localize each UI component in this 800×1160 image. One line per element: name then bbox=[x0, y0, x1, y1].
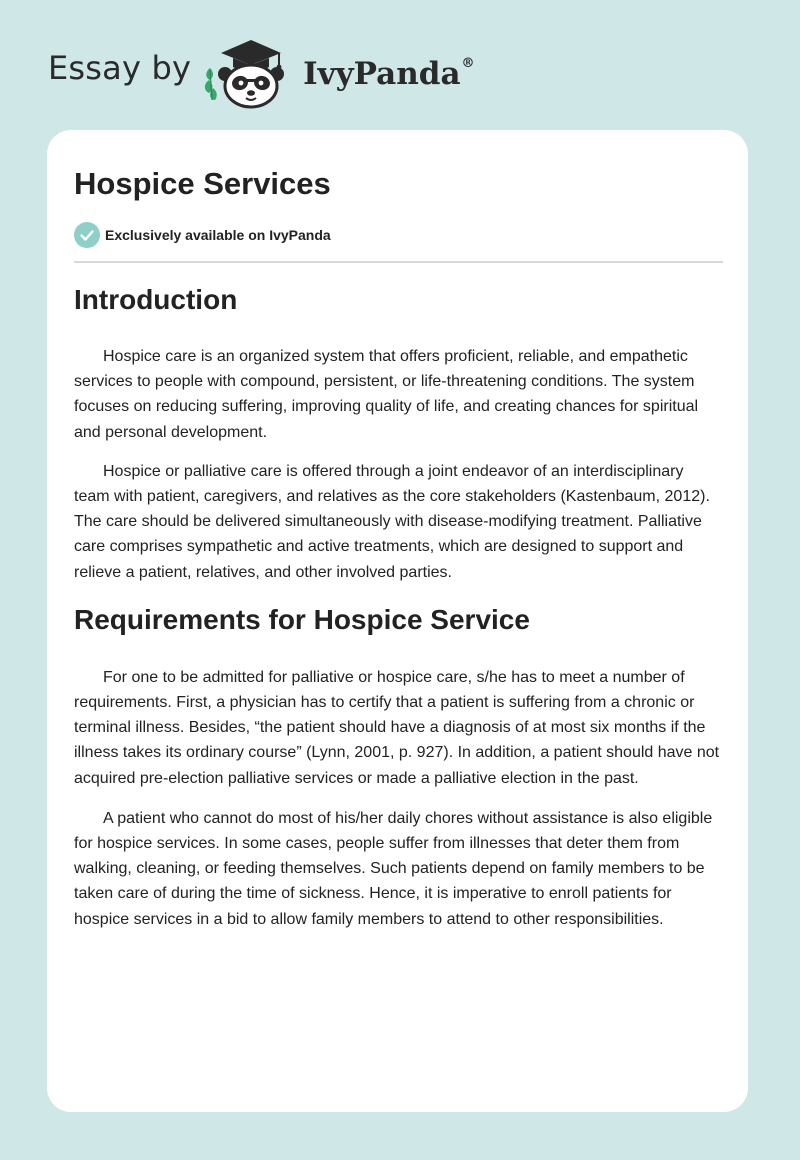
panda-graduate-logo[interactable] bbox=[201, 34, 301, 110]
registered-mark: ® bbox=[461, 55, 475, 71]
essay-content bbox=[74, 282, 723, 932]
brand-name[interactable]: IvyPanda® bbox=[303, 55, 475, 92]
availability-badge bbox=[74, 222, 331, 248]
availability-text: Exclusively available on IvyPanda bbox=[105, 227, 331, 243]
essay-by-label: Essay by bbox=[48, 49, 192, 87]
check-circle-icon bbox=[74, 222, 100, 248]
paragraph: For one to be admitted for palliative or hospice care, s/he has to meet a number of requirements. First, a physician has to certify that a patient is suffering from a chronic or terminal illness. Besides, “the patient should have a diagnosis of at most six months if the illness takes its ordinary course” (Lynn, 2001, p. 927). In addition, a patient should have not acquired pre-election palliative services or made a palliative election in the past. bbox=[74, 668, 720, 787]
essay-title: Hospice Services bbox=[74, 166, 331, 201]
site-header bbox=[48, 34, 475, 110]
ivy-leaf-icon bbox=[205, 68, 217, 100]
essay-card bbox=[47, 130, 748, 1112]
section-heading-introduction: Introduction bbox=[74, 284, 238, 315]
paragraph: Hospice care is an organized system that offers proficient, reliable, and empathetic services to people with compound, persistent, or life-threatening conditions. The system focuses on reducing suffering, improving quality of life, and creating chances for spiritual and personal development. bbox=[74, 348, 699, 441]
title-divider bbox=[74, 261, 723, 263]
paragraph: A patient who cannot do most of his/her daily chores without assistance is also eligible for hospice services. In some cases, people suffer from illnesses that deter them from walking, cleaning, or feeding themselves. Such patients depend on family members to be taken care of during the time of sickness. Hence, it is imperative to enroll patients for hospice services in a bid to allow family members to attend to other responsibilities. bbox=[74, 809, 713, 928]
paragraph: Hospice or palliative care is offered through a joint endeavor of an interdisciplinary team with patient, caregivers, and relatives as the core stakeholders (Kastenbaum, 2012). The care should be delivered simultaneously with disease-modifying treatment. Palliative care comprises sympathetic and active treatments, which are designed to support and relieve a patient, relatives, and other involved parties. bbox=[74, 462, 710, 581]
section-heading-requirements: Requirements for Hospice Service bbox=[74, 603, 530, 635]
